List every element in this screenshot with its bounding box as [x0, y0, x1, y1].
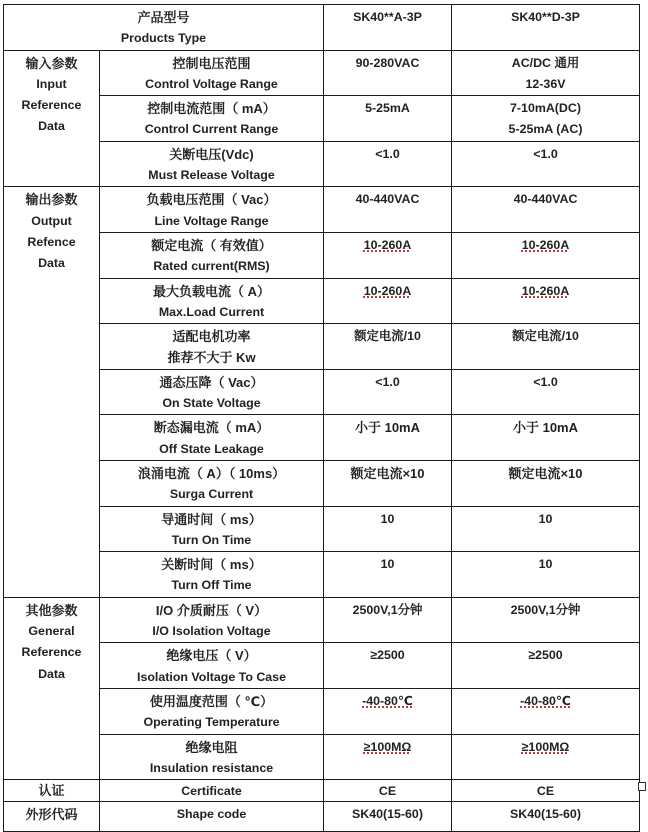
param-name-en: Isolation Voltage To Case: [137, 669, 286, 684]
value-cell-a: [324, 50, 452, 96]
table-row-shape-code: [4, 802, 640, 832]
shape-code-label-cell: [4, 802, 100, 832]
table-row: [4, 552, 640, 598]
value-d: 7-10mA(DC): [510, 101, 581, 116]
value-cell-d: [452, 187, 640, 233]
value-d: 10-260A: [521, 283, 570, 298]
certificate-label-cell: [4, 780, 100, 802]
value-cell-a: [324, 278, 452, 324]
param-name-en: Rated current(RMS): [153, 259, 270, 274]
param-cell: [100, 734, 324, 780]
spec-table: [3, 4, 640, 832]
value-a: 额定电流×10: [350, 465, 425, 481]
table-row: [4, 688, 640, 734]
product-type-header-cell: [4, 5, 324, 51]
table-row: [4, 232, 640, 278]
value-a: <1.0: [375, 146, 400, 161]
table-resize-handle: [638, 782, 646, 791]
value-a: 2500V,1分钟: [352, 602, 423, 617]
value-cell-a: [324, 597, 452, 643]
value-a: 40-440VAC: [355, 192, 420, 207]
section-label-line: General: [28, 624, 75, 639]
param-cell: [100, 50, 324, 96]
value-cell-d: [452, 324, 640, 370]
value-cell-a: [324, 643, 452, 689]
value-cell-d: [452, 415, 640, 461]
section-label-line: Data: [38, 666, 65, 681]
param-cell: [100, 415, 324, 461]
value-d: 10: [538, 557, 553, 572]
value-a: 小于 10mA: [354, 420, 421, 436]
shape-code-label-en: Shape code: [176, 807, 247, 822]
value-cell-a: [324, 552, 452, 598]
value-d: 10-260A: [521, 237, 570, 252]
value-cell-d: [452, 552, 640, 598]
param-name-cn: 通态压降（ Vac）: [159, 374, 264, 390]
certificate-label-cn: 认证: [38, 782, 65, 798]
param-name-en: Control Voltage Range: [145, 76, 278, 91]
value-d: SK40(15-60): [510, 807, 581, 822]
shape-code-label-cn: 外形代码: [25, 807, 78, 823]
section-label-general: [4, 597, 100, 779]
value-d: 额定电流/10: [512, 329, 579, 344]
table-header-row: [4, 5, 640, 51]
param-cell: [100, 278, 324, 324]
section-label-line: Data: [38, 256, 65, 271]
table-row: [4, 734, 640, 780]
value-cell-a: [324, 187, 452, 233]
param-cell: [100, 369, 324, 415]
param-name-en: I/O Isolation Voltage: [152, 624, 271, 639]
certificate-label-en: Certificate: [181, 783, 242, 798]
value-cell-d: [452, 50, 640, 96]
param-name-en: Control Current Range: [144, 122, 279, 137]
value-cell-d: [452, 141, 640, 187]
value-cell-d: [452, 688, 640, 734]
table-row: [4, 278, 640, 324]
value-a: <1.0: [375, 374, 400, 389]
param-name-cn: 绝缘电阻: [185, 739, 238, 755]
table-row: [4, 643, 640, 689]
param-name-en: On State Voltage: [162, 396, 261, 411]
value-a: SK40(15-60): [352, 807, 423, 822]
param-cell: [100, 141, 324, 187]
value-cell-d: [452, 369, 640, 415]
param-cell: [100, 643, 324, 689]
value-a: CE: [378, 783, 397, 798]
param-name-en: Off State Leakage: [159, 441, 264, 456]
value-cell-d: [452, 597, 640, 643]
value-cell-a: [324, 780, 452, 802]
section-label-line: Output: [31, 213, 72, 228]
param-name-cn: 绝缘电压（ V）: [166, 648, 257, 664]
param-name-cn: 断态漏电流（ mA）: [153, 420, 270, 436]
table-row: [4, 96, 640, 142]
table-row-certificate: [4, 780, 640, 802]
model-d-header-cell: [452, 5, 640, 51]
value-cell-d: [452, 506, 640, 552]
value-a: ≥100MΩ: [363, 739, 412, 754]
param-cell: [100, 324, 324, 370]
param-cell: [100, 780, 324, 802]
value-d: 2500V,1分钟: [510, 602, 581, 617]
value-a: 90-280VAC: [355, 55, 420, 70]
value-cell-d: [452, 96, 640, 142]
param-cell: [100, 460, 324, 506]
table-row: [4, 415, 640, 461]
section-label-input: [4, 50, 100, 187]
param-name-en: Max.Load Current: [158, 304, 265, 319]
section-label-output: [4, 187, 100, 597]
value-cell-a: [324, 369, 452, 415]
param-name-en: Surga Current: [169, 487, 254, 502]
model-a-label: SK40**A-3P: [353, 10, 422, 24]
section-label-line: 输出参数: [25, 192, 78, 208]
table-row: [4, 187, 640, 233]
param-name-cn: 负载电压范围（ Vac）: [146, 192, 277, 208]
table-row: [4, 141, 640, 187]
value-cell-a: [324, 232, 452, 278]
param-name-cn: 使用温度范围（ ℃）: [149, 693, 274, 709]
value-d: 10: [538, 511, 553, 526]
value-cell-d: [452, 460, 640, 506]
value-cell-a: [324, 460, 452, 506]
param-cell: [100, 187, 324, 233]
value-cell-a: [324, 734, 452, 780]
param-cell: [100, 96, 324, 142]
param-name-cn: 最大负载电流（ A）: [152, 283, 270, 299]
value-cell-a: [324, 324, 452, 370]
value-d: ≥2500: [528, 648, 563, 663]
table-row: [4, 324, 640, 370]
value-d: CE: [536, 783, 555, 798]
value-cell-a: [324, 96, 452, 142]
section-label-line: Input: [36, 76, 67, 91]
section-label-line: Data: [38, 119, 65, 134]
value-cell-d: [452, 643, 640, 689]
model-d-label: SK40**D-3P: [511, 10, 580, 24]
value-d: 40-440VAC: [513, 192, 578, 207]
param-name-en: Turn Off Time: [171, 578, 252, 593]
param-cell: [100, 688, 324, 734]
value-a: ≥2500: [370, 648, 405, 663]
param-name-cn: 额定电流（ 有效值）: [151, 237, 272, 253]
section-label-line: 输入参数: [25, 55, 78, 71]
value-cell-d: [452, 734, 640, 780]
section-label-line: Reference: [21, 98, 82, 113]
table-row: [4, 597, 640, 643]
section-label-line: Reference: [21, 645, 82, 660]
table-row: [4, 460, 640, 506]
param-cell: [100, 506, 324, 552]
value-d2: 12-36V: [525, 76, 566, 91]
value-cell-a: [324, 688, 452, 734]
param-name-cn2: 推荐不大于 Kw: [167, 350, 256, 366]
table-row: [4, 369, 640, 415]
value-a: 10-260A: [363, 283, 412, 298]
section-label-line: Refence: [27, 234, 76, 249]
model-a-header-cell: [324, 5, 452, 51]
value-cell-d: [452, 802, 640, 832]
product-type-label-cn: 产品型号: [137, 10, 190, 25]
param-cell: [100, 597, 324, 643]
value-d: AC/DC 通用: [511, 55, 580, 70]
param-cell: [100, 232, 324, 278]
value-d: ≥100MΩ: [521, 739, 570, 754]
param-name-cn: 关断电压(Vdc): [169, 146, 254, 162]
param-cell: [100, 802, 324, 832]
param-name-cn: 关断时间（ ms）: [161, 557, 262, 573]
param-name-cn: 导通时间（ ms）: [161, 511, 262, 527]
param-name-cn: I/O 介质耐压（ V）: [155, 602, 268, 618]
param-name-cn: 浪涌电流（ A）（ 10ms）: [137, 465, 286, 481]
value-cell-d: [452, 278, 640, 324]
value-cell-a: [324, 415, 452, 461]
value-a: 额定电流/10: [354, 329, 421, 344]
value-a: -40-80℃: [362, 693, 413, 708]
param-name-cn: 控制电压范围: [172, 55, 251, 71]
table-row: [4, 50, 640, 96]
param-name-en: Insulation resistance: [149, 760, 274, 775]
value-cell-d: [452, 780, 640, 802]
param-name-en: Turn On Time: [171, 532, 252, 547]
param-name-cn: 控制电流范围（ mA）: [147, 101, 276, 117]
section-label-line: 其他参数: [25, 602, 78, 618]
value-d: <1.0: [533, 374, 558, 389]
value-d2: 5-25mA (AC): [508, 122, 583, 137]
table-row: [4, 506, 640, 552]
value-cell-a: [324, 802, 452, 832]
value-d: <1.0: [533, 146, 558, 161]
param-name-en: Operating Temperature: [143, 715, 280, 730]
value-a: 10: [380, 511, 395, 526]
param-name-cn: 适配电机功率: [172, 329, 251, 345]
value-d: -40-80℃: [520, 693, 571, 708]
value-cell-a: [324, 506, 452, 552]
value-d: 额定电流×10: [508, 465, 583, 481]
value-d: 小于 10mA: [512, 420, 579, 436]
param-name-en: Must Release Voltage: [148, 168, 275, 183]
value-a: 5-25mA: [365, 101, 410, 116]
value-cell-a: [324, 141, 452, 187]
product-type-label-en: Products Type: [120, 31, 207, 46]
value-a: 10: [380, 557, 395, 572]
value-cell-d: [452, 232, 640, 278]
param-name-en: Line Voltage Range: [154, 213, 269, 228]
param-cell: [100, 552, 324, 598]
value-a: 10-260A: [363, 237, 412, 252]
